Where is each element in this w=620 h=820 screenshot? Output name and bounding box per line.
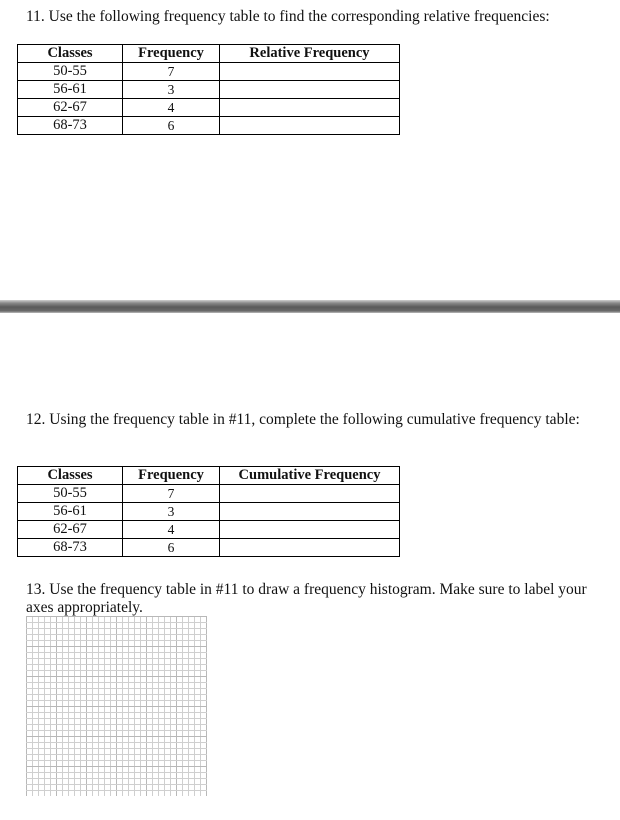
relative-frequency-answer-cell[interactable] <box>220 117 400 135</box>
table-row <box>18 521 400 539</box>
frequency-cell: 4 <box>123 99 220 117</box>
class-cell: 50-55 <box>18 63 123 81</box>
class-cell: 62-67 <box>18 521 123 539</box>
class-cell: 68-73 <box>18 539 123 557</box>
page-break-divider <box>0 300 620 313</box>
table-row <box>18 485 400 503</box>
relative-frequency-answer-cell[interactable] <box>220 99 400 117</box>
class-cell: 50-55 <box>18 485 123 503</box>
table-header-row <box>18 467 400 485</box>
relative-frequency-answer-cell[interactable] <box>220 81 400 99</box>
class-cell: 56-61 <box>18 81 123 99</box>
question-13-text: 13. Use the frequency table in #11 to draw a frequency histogram. Make sure to label your axes appropriately. <box>26 581 587 616</box>
frequency-table-cumulative <box>17 466 400 557</box>
relative-frequency-answer-cell[interactable] <box>220 63 400 81</box>
header-frequency: Frequency <box>123 467 220 485</box>
header-classes: Classes <box>18 45 123 63</box>
table-row <box>18 539 400 557</box>
cumulative-frequency-answer-cell[interactable] <box>220 503 400 521</box>
header-frequency: Frequency <box>123 45 220 63</box>
frequency-cell: 6 <box>123 117 220 135</box>
class-cell: 68-73 <box>18 117 123 135</box>
cumulative-frequency-answer-cell[interactable] <box>220 539 400 557</box>
class-cell: 56-61 <box>18 503 123 521</box>
table-row <box>18 503 400 521</box>
table-row <box>18 117 400 135</box>
graph-paper-grid[interactable] <box>26 616 207 796</box>
frequency-cell: 3 <box>123 503 220 521</box>
frequency-table-relative <box>17 44 400 135</box>
question-12-text: 12. Using the frequency table in #11, complete the following cumulative frequency table: <box>26 411 580 428</box>
frequency-cell: 6 <box>123 539 220 557</box>
frequency-cell: 4 <box>123 521 220 539</box>
frequency-cell: 7 <box>123 485 220 503</box>
table-header-row <box>18 45 400 63</box>
table-row <box>18 63 400 81</box>
header-relative-frequency: Relative Frequency <box>220 45 400 63</box>
header-classes: Classes <box>18 467 123 485</box>
frequency-cell: 3 <box>123 81 220 99</box>
header-cumulative-frequency: Cumulative Frequency <box>220 467 400 485</box>
grid-lines <box>26 616 207 796</box>
cumulative-frequency-answer-cell[interactable] <box>220 485 400 503</box>
table-row <box>18 81 400 99</box>
table-row <box>18 99 400 117</box>
frequency-cell: 7 <box>123 63 220 81</box>
cumulative-frequency-answer-cell[interactable] <box>220 521 400 539</box>
question-11-text: 11. Use the following frequency table to find the corresponding relative frequencies: <box>26 8 550 25</box>
class-cell: 62-67 <box>18 99 123 117</box>
